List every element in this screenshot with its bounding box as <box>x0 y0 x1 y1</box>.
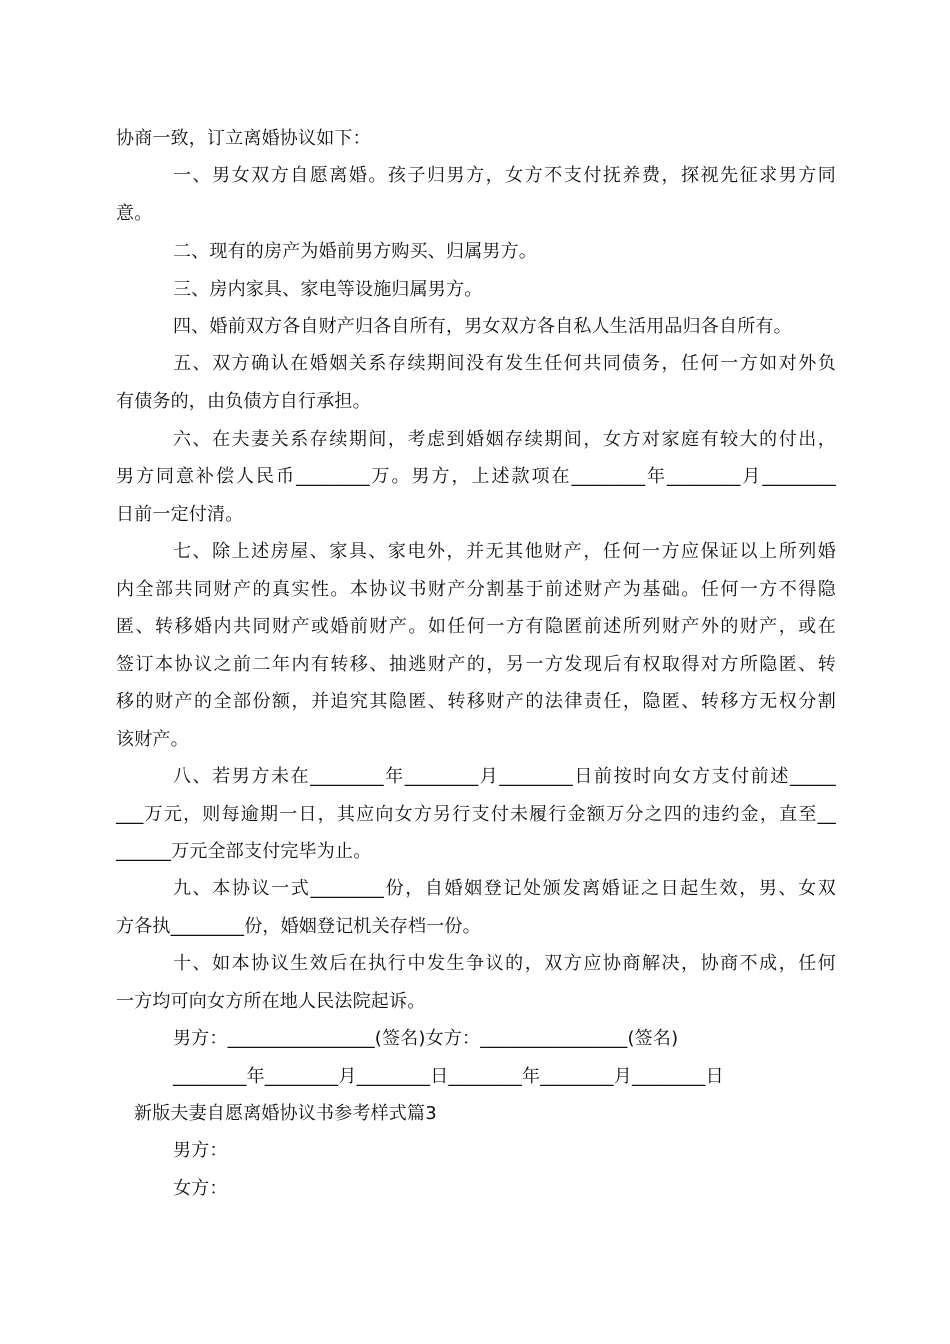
section-heading: 新版夫妻自愿离婚协议书参考样式篇3 <box>134 1103 437 1124</box>
clause-5-line-1: 五、双方确认在婚姻关系存续期间没有发生任何共同债务，任何一方如对外负 <box>173 353 836 374</box>
clause-7-line-4: 签订本协议之前二年内有转移、抽逃财产的，另一方发现后有权取得对方所隐匿、转 <box>116 654 836 675</box>
clause-1-line-2: 意。 <box>116 203 153 224</box>
clause-10-line-2: 一方均可向女方所在地人民法院起诉。 <box>116 991 426 1012</box>
clause-10-line-1: 十、如本协议生效后在执行中发生争议的，双方应协商解决，协商不成，任何 <box>173 953 836 974</box>
clause-7-line-1: 七、除上述房屋、家具、家电外，并无其他财产，任何一方应保证以上所列婚 <box>173 541 836 562</box>
female-party-label: 女方： <box>173 1178 228 1199</box>
clause-6-line-3: 日前一定付清。 <box>116 504 244 525</box>
clause-7-line-2: 内全部共同财产的真实性。本协议书财产分割基于前述财产为基础。任何一方不得隐 <box>116 579 836 600</box>
clause-1-line-1: 一、男女双方自愿离婚。孩子归男方，女方不支付抚养费，探视先征求男方同 <box>173 165 836 186</box>
clause-8-line-2: ___万元，则每逾期一日，其应向女方另行支付未履行金额万分之四的违约金，直至__ <box>116 804 836 825</box>
clause-7-line-3: 匿、转移婚内共同财产或婚前财产。如任何一方有隐匿前述所列财产外的财产，或在 <box>116 616 836 637</box>
clause-9-line-1: 九、本协议一式________份，自婚姻登记处颁发离婚证之日起生效，男、女双 <box>173 878 836 899</box>
clause-7-line-6: 该财产。 <box>116 729 189 750</box>
clause-7-line-5: 移的财产的全部份额，并追究其隐匿、转移财产的法律责任，隐匿、转移方无权分割 <box>116 691 836 712</box>
clause-8-line-1: 八、若男方未在________年________月________日前按时向女方支付前述_____ <box>173 766 836 787</box>
male-party-label: 男方： <box>173 1140 228 1161</box>
clause-6-line-2: 男方同意补偿人民币________万。男方，上述款项在________年________月________ <box>116 466 836 487</box>
clause-2: 二、现有的房产为婚前男方购买、归属男方。 <box>173 241 537 262</box>
clause-4: 四、婚前双方各自财产归各自所有，男女双方各自私人生活用品归各自所有。 <box>173 316 792 337</box>
intro-line: 协商一致，订立离婚协议如下： <box>116 128 371 149</box>
clause-6-line-1: 六、在夫妻关系存续期间，考虑到婚姻存续期间，女方对家庭有较大的付出， <box>173 429 836 450</box>
clause-3: 三、房内家具、家电等设施归属男方。 <box>173 279 483 300</box>
clause-5-line-2: 有债务的，由负债方自行承担。 <box>116 391 371 412</box>
date-line: ________年________月________日________年________月________日 <box>173 1066 724 1087</box>
clause-9-line-2: 方各执________份，婚姻登记机关存档一份。 <box>116 916 481 937</box>
signature-line: 男方：________________(签名)女方：________________(签名) <box>173 1028 679 1049</box>
clause-8-line-3: ______万元全部支付完毕为止。 <box>116 841 372 862</box>
